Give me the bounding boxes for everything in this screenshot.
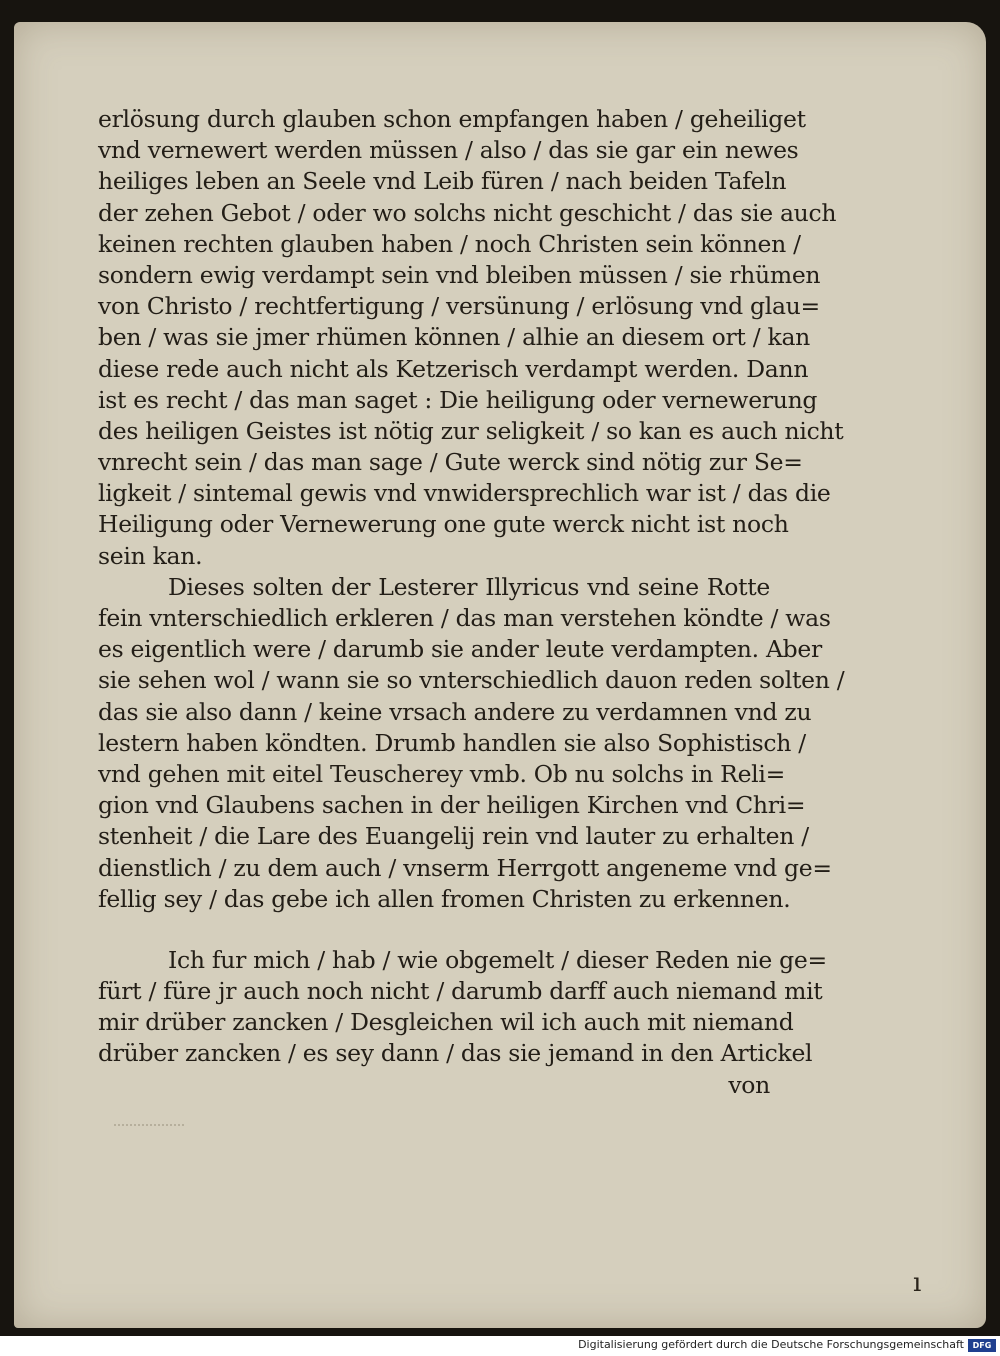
text-line: ist es recht / das man saget : Die heiligung oder vernewerung xyxy=(98,385,818,414)
text-line: fein vnterschiedlich erkleren / das man verstehen köndte / was xyxy=(98,604,831,632)
text-line: lestern haben köndten. Drumb handlen sie also Sophistisch / xyxy=(98,728,806,757)
text-line: sein kan. xyxy=(98,541,203,570)
footer-bar xyxy=(0,1336,1000,1356)
text-line: Heiligung oder Vernewerung one gute werck nicht ist noch xyxy=(98,510,789,539)
text-line: keinen rechten glauben haben / noch Christen sein können / xyxy=(98,229,801,258)
faint-bleedthrough xyxy=(114,1124,184,1140)
text-line: es eigentlich were / darumb sie ander leute verdampten. Aber xyxy=(98,635,822,664)
catchword: von xyxy=(728,1070,770,1099)
paragraph-start-line: Ich fur mich / hab / wie obgemelt / dieser Reden nie ge= xyxy=(168,945,827,974)
book-page xyxy=(14,22,986,1328)
text-line: fellig sey / das gebe ich allen fromen Christen zu erkennen. xyxy=(98,884,791,913)
text-line: mir drüber zancken / Desgleichen wil ich auch mit niemand xyxy=(98,1008,794,1037)
text-line: vnd gehen mit eitel Teuscherey vmb. Ob nu solchs in Reli= xyxy=(98,759,785,788)
margin-mark: ı xyxy=(913,1268,922,1298)
text-line: drüber zancken / es sey dann / das sie jemand in den Artickel xyxy=(98,1039,813,1068)
paragraph-start-line: Dieses solten der Lesterer Illyricus vnd seine Rotte xyxy=(168,572,770,601)
text-line: erlösung durch glauben schon empfangen haben / geheiliget xyxy=(98,105,806,133)
paragraph-gap xyxy=(98,915,770,945)
text-line: der zehen Gebot / oder wo solchs nicht geschicht / das sie auch xyxy=(98,198,837,227)
text-line: dienstlich / zu dem auch / vnserm Herrgott angeneme vnd ge= xyxy=(98,853,832,882)
text-line: des heiligen Geistes ist nötig zur seligkeit / so kan es auch nicht xyxy=(98,416,844,445)
dfg-logo-icon: DFG xyxy=(968,1339,996,1352)
text-line: sie sehen wol / wann sie so vnterschiedlich dauon reden solten / xyxy=(98,666,845,695)
text-line: heiliges leben an Seele vnd Leib füren / nach beiden Tafeln xyxy=(98,167,787,196)
funding-notice: Digitalisierung gefördert durch die Deutsche Forschungsgemeinschaft xyxy=(578,1338,964,1351)
text-line: stenheit / die Lare des Euangelij rein vnd lauter zu erhalten / xyxy=(98,822,809,851)
text-line: das sie also dann / keine vrsach andere zu verdamnen vnd zu xyxy=(98,697,812,726)
text-line: von Christo / rechtfertigung / versünung / erlösung vnd glau= xyxy=(98,292,820,321)
text-line: sondern ewig verdampt sein vnd bleiben müssen / sie rhümen xyxy=(98,260,821,289)
text-line: fürt / füre jr auch noch nicht / darumb darff auch niemand mit xyxy=(98,977,823,1006)
text-line: vnrecht sein / das man sage / Gute werck sind nötig zur Se= xyxy=(98,448,803,477)
text-line: ligkeit / sintemal gewis vnd vnwidersprechlich war ist / das die xyxy=(98,479,831,508)
text-line: diese rede auch nicht als Ketzerisch verdampt werden. Dann xyxy=(98,354,809,383)
text-line: gion vnd Glaubens sachen in der heiligen Kirchen vnd Chri= xyxy=(98,791,806,820)
page-text xyxy=(98,104,845,1101)
text-line: vnd vernewert werden müssen / also / das sie gar ein newes xyxy=(98,136,799,165)
text-line: ben / was sie jmer rhümen können / alhie an diesem ort / kan xyxy=(98,323,811,352)
